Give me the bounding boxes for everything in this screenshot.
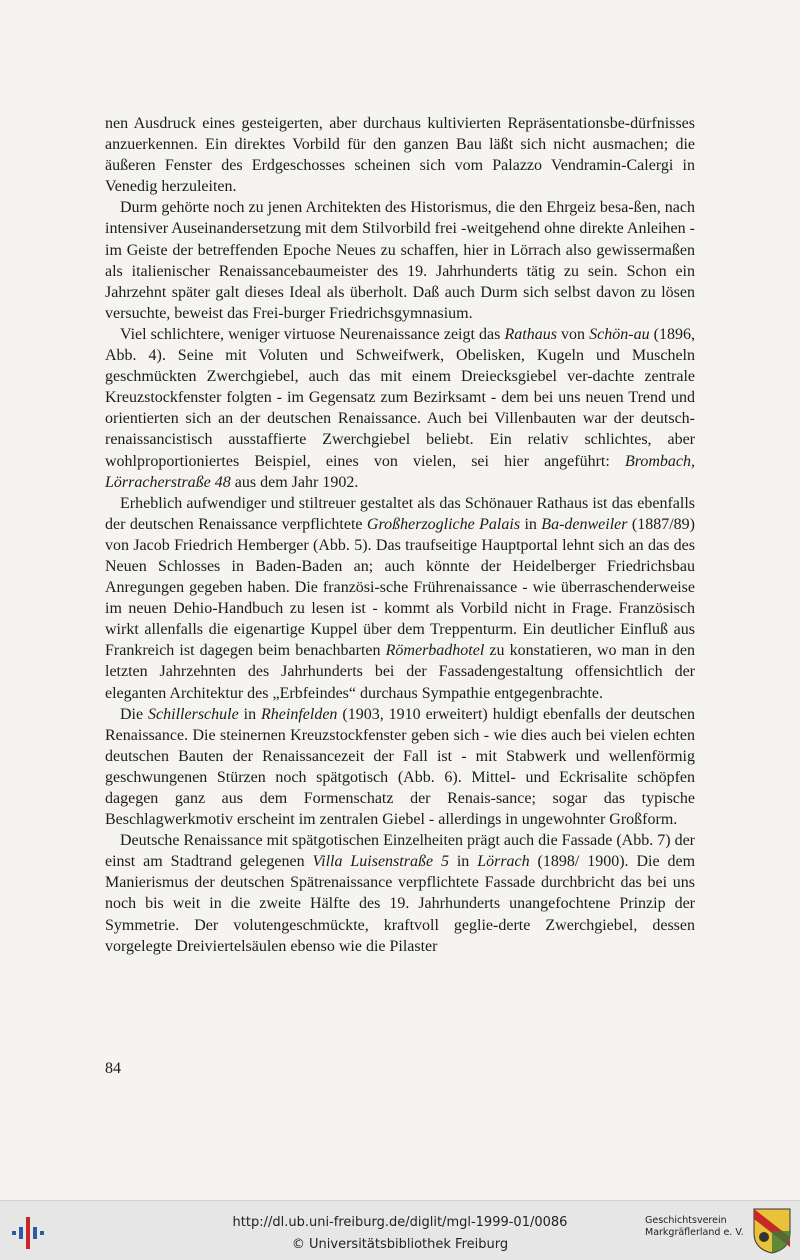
italic-segment: Schön-au [589, 325, 650, 343]
footer-bar [0, 1200, 800, 1260]
org-name-line1: Geschichtsverein [645, 1215, 727, 1226]
text-segment: (1903, 1910 erweitert) huldigt ebenfalls der deutschen Renaissance. Die steinernen Kreuzstockfenster geben sich - wie dies auch bei vielen echten deutschen Bauten der Renaissancezeit der Fall ist - mit Stabwerk und wellenförmig geschwungenen Stürzen noch spätgotisch (Abb. 6). Mittel- und Eckrisalite schöpfen dagegen ganz aus dem Formenschatz der Renais-sance; sogar das typische Beschlagwerkmotiv erscheint im zentralen Giebel - allerdings in ungewohnter Großform. [105, 705, 695, 829]
text-segment: (1887/89) von Jacob Friedrich Hemberger (Abb. 5). Das traufseitige Hauptportal lehnt sich an das des Neuen Schlosses in Baden-Baden an; auch könnte der Heidelberger Friedrichsbau Anregungen gegeben haben. Die französi-sche Frührenaissance - wie überraschenderweise im neuen Dehio-Handbuch zu lesen ist - kommt als Vorbild nicht in Frage. Französisch wirkt allenfalls die eigenartige Kuppel über dem Treppenturm. Ein deutlicher Einfluß aus Frankreich ist dagegen beim benachbarten [105, 515, 695, 660]
italic-segment: Rheinfelden [261, 705, 338, 723]
body-text [105, 113, 695, 957]
text-segment: in [238, 705, 262, 723]
italic-segment: Rathaus [504, 325, 557, 343]
italic-segment: Ba-denweiler [541, 515, 628, 533]
italic-segment: Römerbadhotel [385, 642, 485, 660]
text-segment: Viel schlichtere, weniger virtuose Neurenaissance zeigt das [120, 325, 505, 343]
italic-segment: Brombach, Lörracherstraße 48 [105, 452, 695, 491]
paragraph [105, 113, 695, 197]
paragraph [105, 197, 695, 324]
text-segment: in [520, 515, 542, 533]
italic-segment: Lörrach [477, 853, 530, 871]
text-segment: von [556, 325, 590, 343]
text-segment: in [448, 853, 478, 871]
text-segment: Durm gehörte noch zu jenen Architekten des Historismus, die den Ehrgeiz besa-ßen, nach intensiver Auseinandersetzung mit dem Stilvorbild frei -weitgehend ohne direkte Anleihen - im Geiste der betreffenden Epoche Neues zu schaffen, hier in Lörrach also gewissermaßen als italienischer Renaissancebaumeister des 19. Jahrhunderts tätig zu sein. Schon ein Jahrzehnt später galt dieses Ideal als überholt. Daß auch Durm sich selbst davon zu lösen versuchte, beweist das Frei-burger Friedrichsgymnasium. [105, 199, 695, 322]
org-name-line2: Markgräflerland e. V. [645, 1227, 744, 1238]
text-segment: Deutsche Renaissance mit spätgotischen Einzelheiten prägt auch die Fassade (Abb. 7) der einst am Stadtrand gelegenen [105, 832, 695, 871]
text-segment: aus dem Jahr 1902. [230, 473, 359, 491]
text-segment: Die [120, 705, 149, 723]
text-segment: Erheblich aufwendiger und stiltreuer gestaltet als das Schönauer Rathaus ist das ebenfalls der deutschen Renaissance verpflichtete [105, 494, 695, 533]
footer-copyright: © Universitätsbibliothek Freiburg [291, 1237, 509, 1252]
text-segment: (1898/ 1900). Die dem Manierismus der deutschen Spätrenaissance verpflichtete Fassade durchbricht das bei uns noch bis weit in die zweite Hälfte des 19. Jahrhunderts unangefochtene Prinzip der Symmetrie. Der volutengeschmückte, kraftvoll geglie-derte Zwerchgiebel, dessen vorgelegte Dreiviertelsäulen ebenso wie die Pilaster [105, 853, 696, 955]
italic-segment: Großherzogliche Palais [366, 515, 521, 533]
text-segment: nen Ausdruck eines gesteigerten, aber durchaus kultivierten Repräsentationsbe-dürfnisses anzuerkennen. Ein direktes Vorbild für den ganzen Bau läßt sich nicht ausmachen; die äußeren Fenster des Erdgeschosses scheinen sich vom Palazzo Vendramin-Calergi in Venedig herzuleiten. [105, 115, 695, 196]
footer-url[interactable]: http://dl.ub.uni-freiburg.de/diglit/mgl-1999-01/0086 [232, 1215, 568, 1230]
coat-of-arms-icon [752, 1207, 792, 1255]
footer-organization [645, 1215, 744, 1239]
paragraph [105, 324, 695, 493]
paragraph [105, 704, 695, 831]
text-segment: zu konstatieren, wo man in den letzten Jahrzehnten des Jahrhunderts bei der Fassadengestaltung offensichtlich der eleganten Architektur des „Erbfeindes“ durchaus Sympathie entgegenbrachte. [105, 642, 696, 702]
paragraph [105, 830, 695, 957]
paragraph [105, 493, 695, 704]
page-number: 84 [105, 1060, 121, 1077]
italic-segment: Schillerschule [148, 705, 239, 723]
text-segment: (1896, Abb. 4). Seine mit Voluten und Schweifwerk, Obelisken, Kugeln und Muscheln geschmückten Zwerchgiebel, auch das mit einem Dreiecksgiebel ver-dachte zentrale Kreuzstockfenster folgten - im Gegensatz zum Bezirksamt - dem bei uns neuen Trend und orientierten sich an der deutschen Renaissance. Auch bei Villenbauten war der deutsch-renaissancistisch ausstaffierte Zwerchgiebel beliebt. Ein relativ schlichtes, aber wohlproportioniertes Beispiel, eines von vielen, sei hier angeführt: [105, 325, 696, 470]
italic-segment: Villa Luisenstraße 5 [312, 853, 449, 871]
